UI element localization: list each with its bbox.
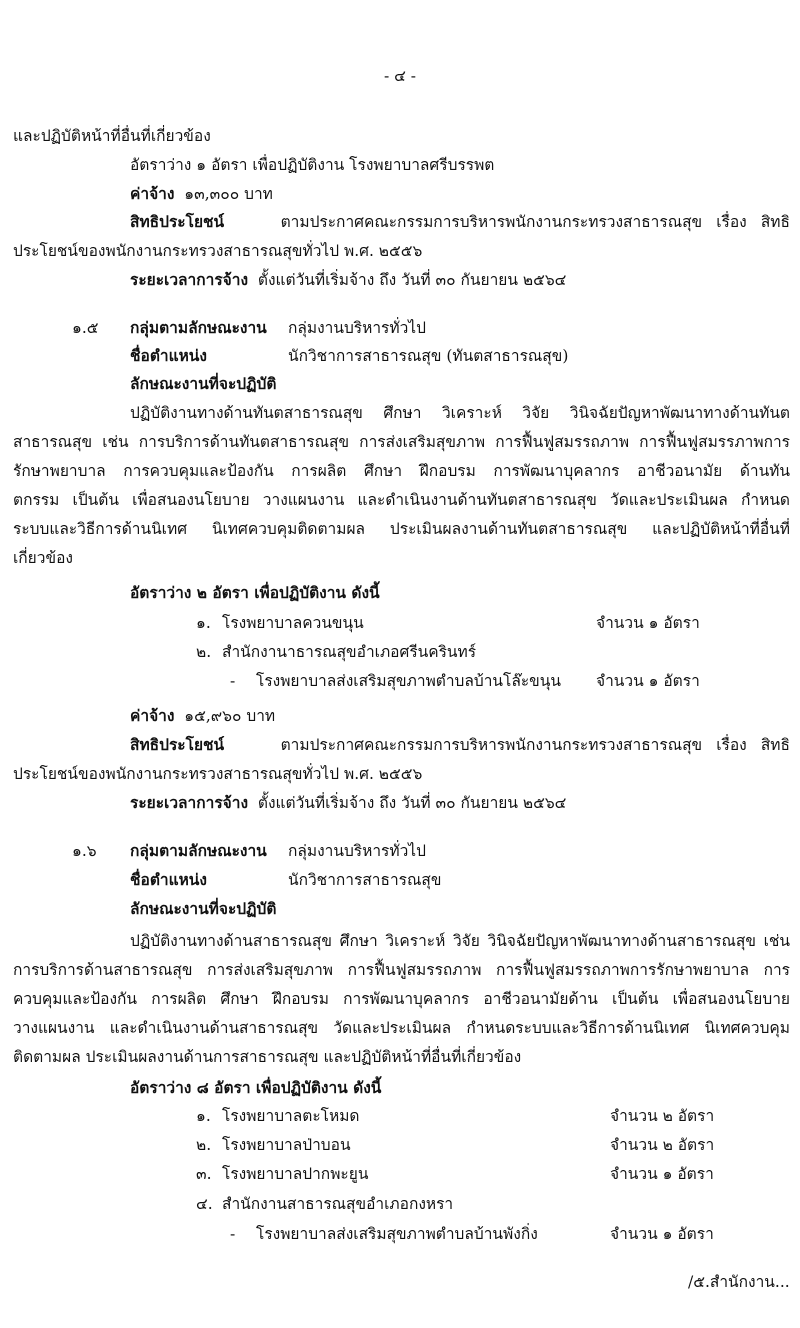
s15-item-count: จำนวน ๑ อัตรา [596,614,700,632]
benefit-label: สิทธิประโยชน์ [130,735,225,754]
s16-duty-line: ควบคุมและป้องกัน การผลิต ศึกษา ฝึกอบรม การพัฒนาบุคลากร อาชีวอนามัยด้าน เป็นต้น เพื่อสนองนโยบาย [13,990,790,1008]
intro-period [130,270,566,290]
s16-item-name: โรงพยาบาลตะโหมด [222,1107,360,1125]
s15-item-name: โรงพยาบาลควนขนุน [222,614,364,632]
period-label: ระยะเวลาการจ้าง [130,793,249,812]
s16-item-number: - [230,1225,236,1243]
s16-duty-line: การบริการด้านสาธารณสุข การส่งเสริมสุขภาพ การฟื้นฟูสมรรถภาพ การฟื้นฟูสมรรถภาพการรักษาพยาบาล การ [13,961,790,979]
page-number: - ๔ - [383,67,417,85]
s15-item-number: - [230,672,236,690]
s16-item-name: สำนักงานสาธารณสุขอำเภอกงหรา [222,1195,454,1213]
s15-item-name: สำนักงานาธารณสุขอำเภอศรีนครินทร์ [222,643,477,661]
s15-benefit-line2: ประโยชน์ของพนักงานกระทรวงสาธารณสุขทั่วไป พ.ศ. ๒๕๕๖ [13,765,423,783]
benefit-text: ตามประกาศคณะกรรมการบริหารพนักงานกระทรวงสาธารณสุข เรื่อง สิทธิ [280,213,790,231]
intro-benefit-line2: ประโยชน์ของพนักงานกระทรวงสาธารณสุขทั่วไป พ.ศ. ๒๕๕๖ [13,242,423,260]
period-value: ตั้งแต่วันที่เริ่มจ้าง ถึง วันที่ ๓๐ กันยายน ๒๕๖๔ [257,271,567,289]
s16-number: ๑.๖ [72,842,97,860]
s16-item-count: จำนวน ๒ อัตรา [610,1136,715,1154]
s15-duty-line: เกี่ยวข้อง [13,549,73,567]
s16-item-name: โรงพยาบาลปากพะยูน [222,1165,369,1183]
s16-position-label: ชื่อตำแหน่ง [130,870,207,889]
wage-label: ค่าจ้าง [130,706,175,725]
s15-duty-line: รักษาพยาบาล การควบคุมและป้องกัน การผลิต ศึกษา ฝึกอบรม การพัฒนาบุคลากร อาชีวอนามัย ด้านทัน [13,462,790,480]
s16-duty-line: ติดตามผล ประเมินผลงานด้านการสาธารณสุข และปฏิบัติหน้าที่อื่นที่เกี่ยวข้อง [13,1048,522,1066]
s15-item-count: จำนวน ๑ อัตรา [596,672,700,690]
s16-item-count: จำนวน ๑ อัตรา [610,1225,714,1243]
s16-group-label: กลุ่มตามลักษณะงาน [130,841,267,860]
s16-group-value: กลุ่มงานบริหารทั่วไป [288,842,426,860]
s16-item-count: จำนวน ๒ อัตรา [610,1107,715,1125]
intro-line-end: และปฏิบัติหน้าที่อื่นที่เกี่ยวข้อง [13,127,211,145]
s16-item-number: ๒. [196,1136,212,1154]
s15-number: ๑.๕ [72,319,99,337]
continuation-note: /๕.สำนักงาน... [688,1273,790,1291]
s16-vacancy: อัตราว่าง ๘ อัตรา เพื่อปฏิบัติงาน ดังนี้ [130,1078,382,1097]
s15-item-number: ๑. [196,614,211,632]
s15-duty-line: สาธารณสุข เช่น การบริการด้านทันตสาธารณสุข การส่งเสริมสุขภาพ การฟื้นฟูสมรรถภาพ การฟื้นฟูสมรรภาพการ [13,433,790,451]
s16-item-number: ๔. [196,1195,213,1213]
s15-duty-line: ตกรรม เป็นต้น เพื่อสนองนโยบาย วางแผนงาน และดำเนินงานด้านทันตสาธารณสุข วัดและประเมินผล กำหนด [13,491,790,509]
s15-item-name: โรงพยาบาลส่งเสริมสุขภาพตำบลบ้านโล๊ะขนุน [256,672,561,690]
s15-duty-line: ระบบและวิธีการด้านนิเทศ นิเทศควบคุมติดตามผล ประเมินผลงานด้านทันตสาธารณสุข และปฏิบัติหน้าที่อื่นที่ [13,520,790,538]
benefit-label: สิทธิประโยชน์ [130,212,225,231]
s16-position-value: นักวิชาการสาธารณสุข [288,871,442,889]
s15-item-number: ๒. [196,643,212,661]
s15-period [130,793,566,813]
intro-vacancy: อัตราว่าง ๑ อัตรา เพื่อปฏิบัติงาน โรงพยาบาลศรีบรรพต [130,156,495,174]
period-value: ตั้งแต่วันที่เริ่มจ้าง ถึง วันที่ ๓๐ กันยายน ๒๕๖๔ [257,794,567,812]
benefit-text: ตามประกาศคณะกรรมการบริหารพนักงานกระทรวงสาธารณสุข เรื่อง สิทธิ [280,736,790,754]
s15-benefit-line1 [130,735,790,755]
s15-vacancy: อัตราว่าง ๒ อัตรา เพื่อปฏิบัติงาน ดังนี้ [130,583,380,602]
intro-benefit-line1 [130,212,790,232]
wage-label: ค่าจ้าง [130,184,175,203]
s15-position-label: ชื่อตำแหน่ง [130,346,207,365]
s15-duty-line: ปฏิบัติงานทางด้านทันตสาธารณสุข ศึกษา วิเคราะห์ วิจัย วินิจฉัยปัญหาพัฒนาทางด้านทันต [130,404,790,422]
s15-duty-heading: ลักษณะงานที่จะปฏิบัติ [130,374,277,393]
s15-position-value: นักวิชาการสาธารณสุข (ทันตสาธารณสุข) [288,347,569,365]
s15-group-label: กลุ่มตามลักษณะงาน [130,318,267,337]
wage-value: ๑๕,๙๖๐ บาท [184,707,276,725]
s16-duty-line: ปฏิบัติงานทางด้านสาธารณสุข ศึกษา วิเคราะห์ วิจัย วินิจฉัยปัญหาพัฒนาทางด้านสาธารณสุข เช่น [130,932,790,950]
s15-group-value: กลุ่มงานบริหารทั่วไป [288,319,426,337]
s16-duty-heading: ลักษณะงานที่จะปฏิบัติ [130,899,277,918]
period-label: ระยะเวลาการจ้าง [130,270,249,289]
s16-item-number: ๓. [196,1165,212,1183]
intro-wage [130,184,273,204]
s16-item-number: ๑. [196,1107,211,1125]
s16-duty-line: วางแผนงาน และดำเนินงานด้านสาธารณสุข วัดและประเมินผล กำหนดระบบและวิธีการด้านนิเทศ นิเทศควบคุม [13,1019,790,1037]
s16-item-count: จำนวน ๑ อัตรา [610,1165,714,1183]
s15-wage [130,706,275,726]
wage-value: ๑๓,๓๐๐ บาท [184,185,273,203]
s16-item-name: โรงพยาบาลส่งเสริมสุขภาพตำบลบ้านพังกิ่ง [256,1225,538,1243]
s16-item-name: โรงพยาบาลป่าบอน [222,1136,351,1154]
